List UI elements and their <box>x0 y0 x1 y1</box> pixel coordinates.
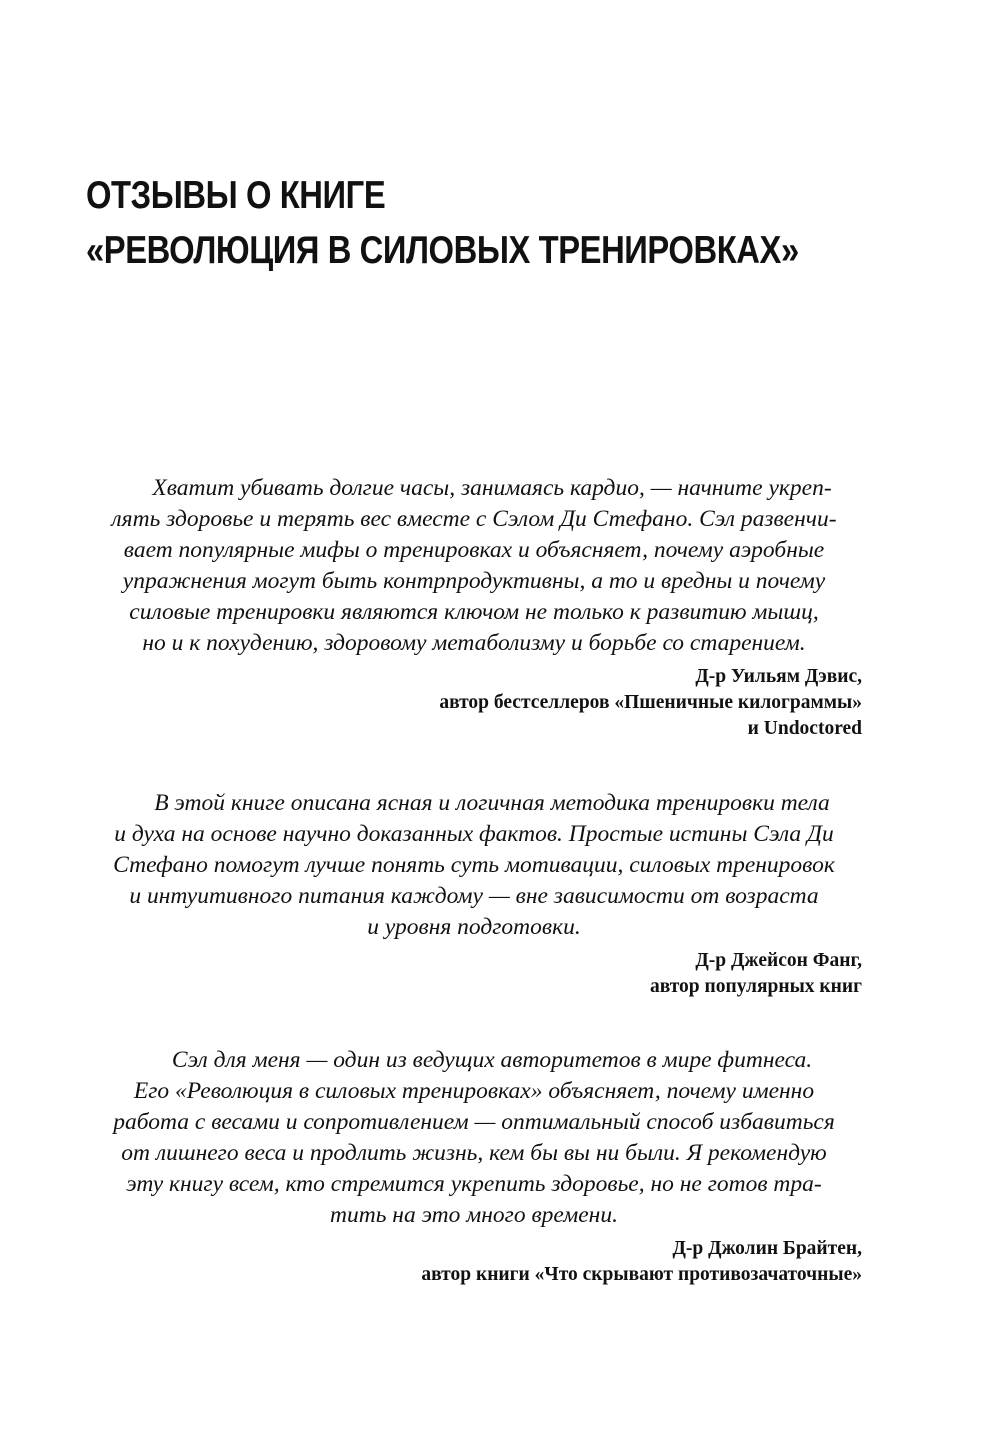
page-title-line-2: «РЕВОЛЮЦИЯ В СИЛОВЫХ ТРЕНИРОВКАХ» <box>86 229 799 272</box>
quote-line: и уровня подготовки. <box>367 914 581 940</box>
quote-line: тить на это много времени. <box>330 1202 618 1228</box>
review-3 <box>86 1045 862 1288</box>
author-credit: автор бестселлеров «Пшеничные килограммы» <box>439 692 862 713</box>
quote-line: Стефано помогут лучше понять суть мотивации, силовых тренировок <box>113 852 835 878</box>
quote-line: и интуитивного питания каждому — вне зависимости от возраста <box>129 883 819 909</box>
quote-line: но и к похудению, здоровому метаболизму и борьбе со старением. <box>142 630 806 656</box>
quote-line: Хватит убивать долгие часы, занимаясь кардио, — начните укреп- <box>152 475 832 501</box>
author-credit: автор популярных книг <box>649 976 862 997</box>
author-name: Д-р Уильям Дэвис, <box>695 666 862 687</box>
quote-line: вает популярные мифы о тренировках и объясняет, почему аэробные <box>123 537 825 563</box>
quote-line: Его «Революция в силовых тренировках» объясняет, почему именно <box>133 1078 815 1104</box>
quote-line: эту книгу всем, кто стремится укрепить здоровье, но не готов тра- <box>126 1171 822 1197</box>
quote-line: упражнения могут быть контрпродуктивны, а то и вредны и почему <box>122 568 826 594</box>
review-quote <box>86 1045 862 1231</box>
author-name: Д-р Джолин Брайтен, <box>672 1238 862 1259</box>
review-author <box>86 948 862 1000</box>
review-2 <box>86 788 862 1000</box>
review-author <box>86 664 862 742</box>
quote-line: силовые тренировки являются ключом не только к развитию мышц, <box>129 599 819 625</box>
quote-line: и духа на основе научно доказанных фактов. Простые истины Сэла Ди <box>114 821 834 847</box>
author-credit: автор книги «Что скрывают противозачаточные» <box>421 1264 862 1285</box>
author-credit: и Undoctored <box>747 718 862 739</box>
author-name: Д-р Джейсон Фанг, <box>695 950 862 971</box>
review-1 <box>86 473 862 742</box>
review-author <box>86 1236 862 1288</box>
quote-line: лять здоровье и терять вес вместе с Сэлом Ди Стефано. Сэл развенчи- <box>111 506 837 532</box>
quote-line: работа с весами и сопротивлением — оптимальный способ избавиться <box>113 1109 835 1135</box>
page-title-line-1: ОТЗЫВЫ О КНИГЕ <box>86 174 386 217</box>
page-title <box>86 168 799 278</box>
quote-line: Сэл для меня — один из ведущих авторитетов в мире фитнеса. <box>171 1047 813 1073</box>
review-quote <box>86 473 862 659</box>
quote-line: В этой книге описана ясная и логичная методика тренировки тела <box>154 790 830 816</box>
quote-line: от лишнего веса и продлить жизнь, кем бы вы ни были. Я рекомендую <box>121 1140 827 1166</box>
review-quote <box>86 788 862 943</box>
